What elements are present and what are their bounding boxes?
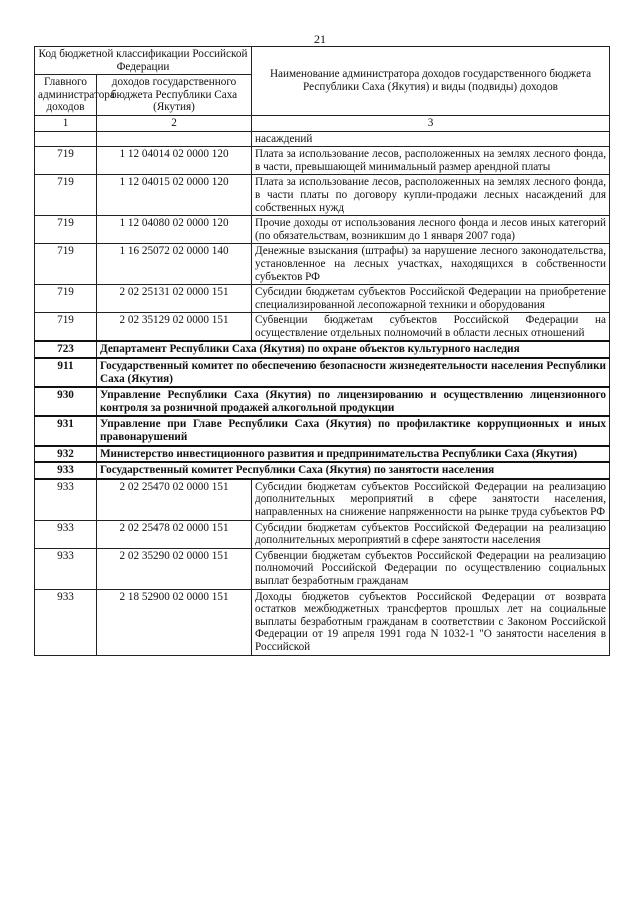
admin-code: 719 xyxy=(35,175,97,216)
administrator-row xyxy=(35,446,610,463)
administrator-code: 932 xyxy=(35,446,97,463)
admin-code: 719 xyxy=(35,244,97,285)
column-number-1: 1 xyxy=(35,115,97,131)
column-number-2: 2 xyxy=(97,115,252,131)
income-code xyxy=(97,131,252,147)
income-description: Субсидии бюджетам субъектов Российской Федерации на реализацию дополнительных мероприятий в сфере занятости населения xyxy=(252,520,610,548)
header-col3-title: Наименование администратора доходов государственного бюджета Республики Саха (Якутия) и виды (подвиды) доходов xyxy=(252,47,610,116)
income-description: Прочие доходы от использования лесного фонда и лесов иных категорий (по обязательствам, возникшим до 1 января 2007 года) xyxy=(252,216,610,244)
header-row-1 xyxy=(35,47,610,75)
table-row xyxy=(35,175,610,216)
income-code: 2 02 35290 02 0000 151 xyxy=(97,548,252,589)
income-code: 2 02 25470 02 0000 151 xyxy=(97,479,252,520)
table-row xyxy=(35,479,610,520)
column-number-row xyxy=(35,115,610,131)
administrator-code: 930 xyxy=(35,387,97,416)
admin-code: 933 xyxy=(35,479,97,520)
administrator-row xyxy=(35,416,610,445)
income-description: Субсидии бюджетам субъектов Российской Федерации на приобретение специализированной лесопожарной техники и оборудования xyxy=(252,285,610,313)
administrator-name: Министерство инвестиционного развития и предпринимательства Республики Саха (Якутия) xyxy=(97,446,610,463)
table-row xyxy=(35,313,610,342)
table-row xyxy=(35,147,610,175)
income-code: 2 18 52900 02 0000 151 xyxy=(97,589,252,655)
income-description: Доходы бюджетов субъектов Российской Федерации от возврата остатков межбюджетных трансфертов прошлых лет на социальные выплаты безработным гражданам в соответствии с Законом Российской Федерации от 19 апреля 1991 года N 1032-1 "О занятости населения в Российской xyxy=(252,589,610,655)
income-description: Плата за использование лесов, расположенных на землях лесного фонда, в части, превышающей минимальный размер арендной платы xyxy=(252,147,610,175)
table-row xyxy=(35,548,610,589)
income-code: 1 16 25072 02 0000 140 xyxy=(97,244,252,285)
income-code: 1 12 04015 02 0000 120 xyxy=(97,175,252,216)
administrator-name: Управление Республики Саха (Якутия) по лицензированию и осуществлению лицензионного контроля за розничной продажей алкогольной продукции xyxy=(97,387,610,416)
income-description: насаждений xyxy=(252,131,610,147)
income-code: 2 02 35129 02 0000 151 xyxy=(97,313,252,342)
admin-code: 719 xyxy=(35,285,97,313)
administrator-row xyxy=(35,387,610,416)
admin-code: 719 xyxy=(35,147,97,175)
table-row xyxy=(35,589,610,655)
header-col1-title: Главного администратора доходов xyxy=(35,75,97,116)
admin-code: 933 xyxy=(35,548,97,589)
admin-code: 933 xyxy=(35,520,97,548)
admin-code: 719 xyxy=(35,313,97,342)
income-code: 2 02 25478 02 0000 151 xyxy=(97,520,252,548)
table-row xyxy=(35,244,610,285)
header-col2-title: доходов государственного бюджета Республики Саха (Якутия) xyxy=(97,75,252,116)
admin-code: 719 xyxy=(35,216,97,244)
admin-code: 933 xyxy=(35,589,97,655)
budget-classification-table xyxy=(34,46,610,656)
administrator-code: 911 xyxy=(35,358,97,387)
table-row xyxy=(35,131,610,147)
income-description: Субвенции бюджетам субъектов Российской Федерации на реализацию полномочий Российской Федерации по осуществлению социальных выплат безработным гражданам xyxy=(252,548,610,589)
administrator-name: Государственный комитет Республики Саха (Якутия) по занятости населения xyxy=(97,462,610,479)
income-description: Субсидии бюджетам субъектов Российской Федерации на реализацию дополнительных мероприятий в сфере занятости населения, направленных на снижение напряженности на рынке труда субъектов РФ xyxy=(252,479,610,520)
administrator-code: 931 xyxy=(35,416,97,445)
administrator-code: 933 xyxy=(35,462,97,479)
income-description: Плата за использование лесов, расположенных на землях лесного фонда, в части платы по договору купли-продажи лесных насаждений для собственных нужд xyxy=(252,175,610,216)
administrator-row xyxy=(35,341,610,358)
administrator-row xyxy=(35,358,610,387)
administrator-name: Государственный комитет по обеспечению безопасности жизнедеятельности населения Республики Саха (Якутия) xyxy=(97,358,610,387)
income-description: Денежные взыскания (штрафы) за нарушение лесного законодательства, установленное на лесных участках, находящихся в собственности субъектов РФ xyxy=(252,244,610,285)
administrator-name: Департамент Республики Саха (Якутия) по охране объектов культурного наследия xyxy=(97,341,610,358)
administrator-row xyxy=(35,462,610,479)
administrator-code: 723 xyxy=(35,341,97,358)
administrator-name: Управление при Главе Республики Саха (Якутия) по профилактике коррупционных и иных правонарушений xyxy=(97,416,610,445)
table-row xyxy=(35,285,610,313)
income-code: 1 12 04014 02 0000 120 xyxy=(97,147,252,175)
income-description: Субвенции бюджетам субъектов Российской Федерации на осуществление отдельных полномочий в области лесных отношений xyxy=(252,313,610,342)
page-number: 21 xyxy=(314,32,326,46)
table-row xyxy=(35,216,610,244)
admin-code xyxy=(35,131,97,147)
table-row xyxy=(35,520,610,548)
income-code: 2 02 25131 02 0000 151 xyxy=(97,285,252,313)
column-number-3: 3 xyxy=(252,115,610,131)
header-group-title: Код бюджетной классификации Российской Федерации xyxy=(35,47,252,75)
income-code: 1 12 04080 02 0000 120 xyxy=(97,216,252,244)
